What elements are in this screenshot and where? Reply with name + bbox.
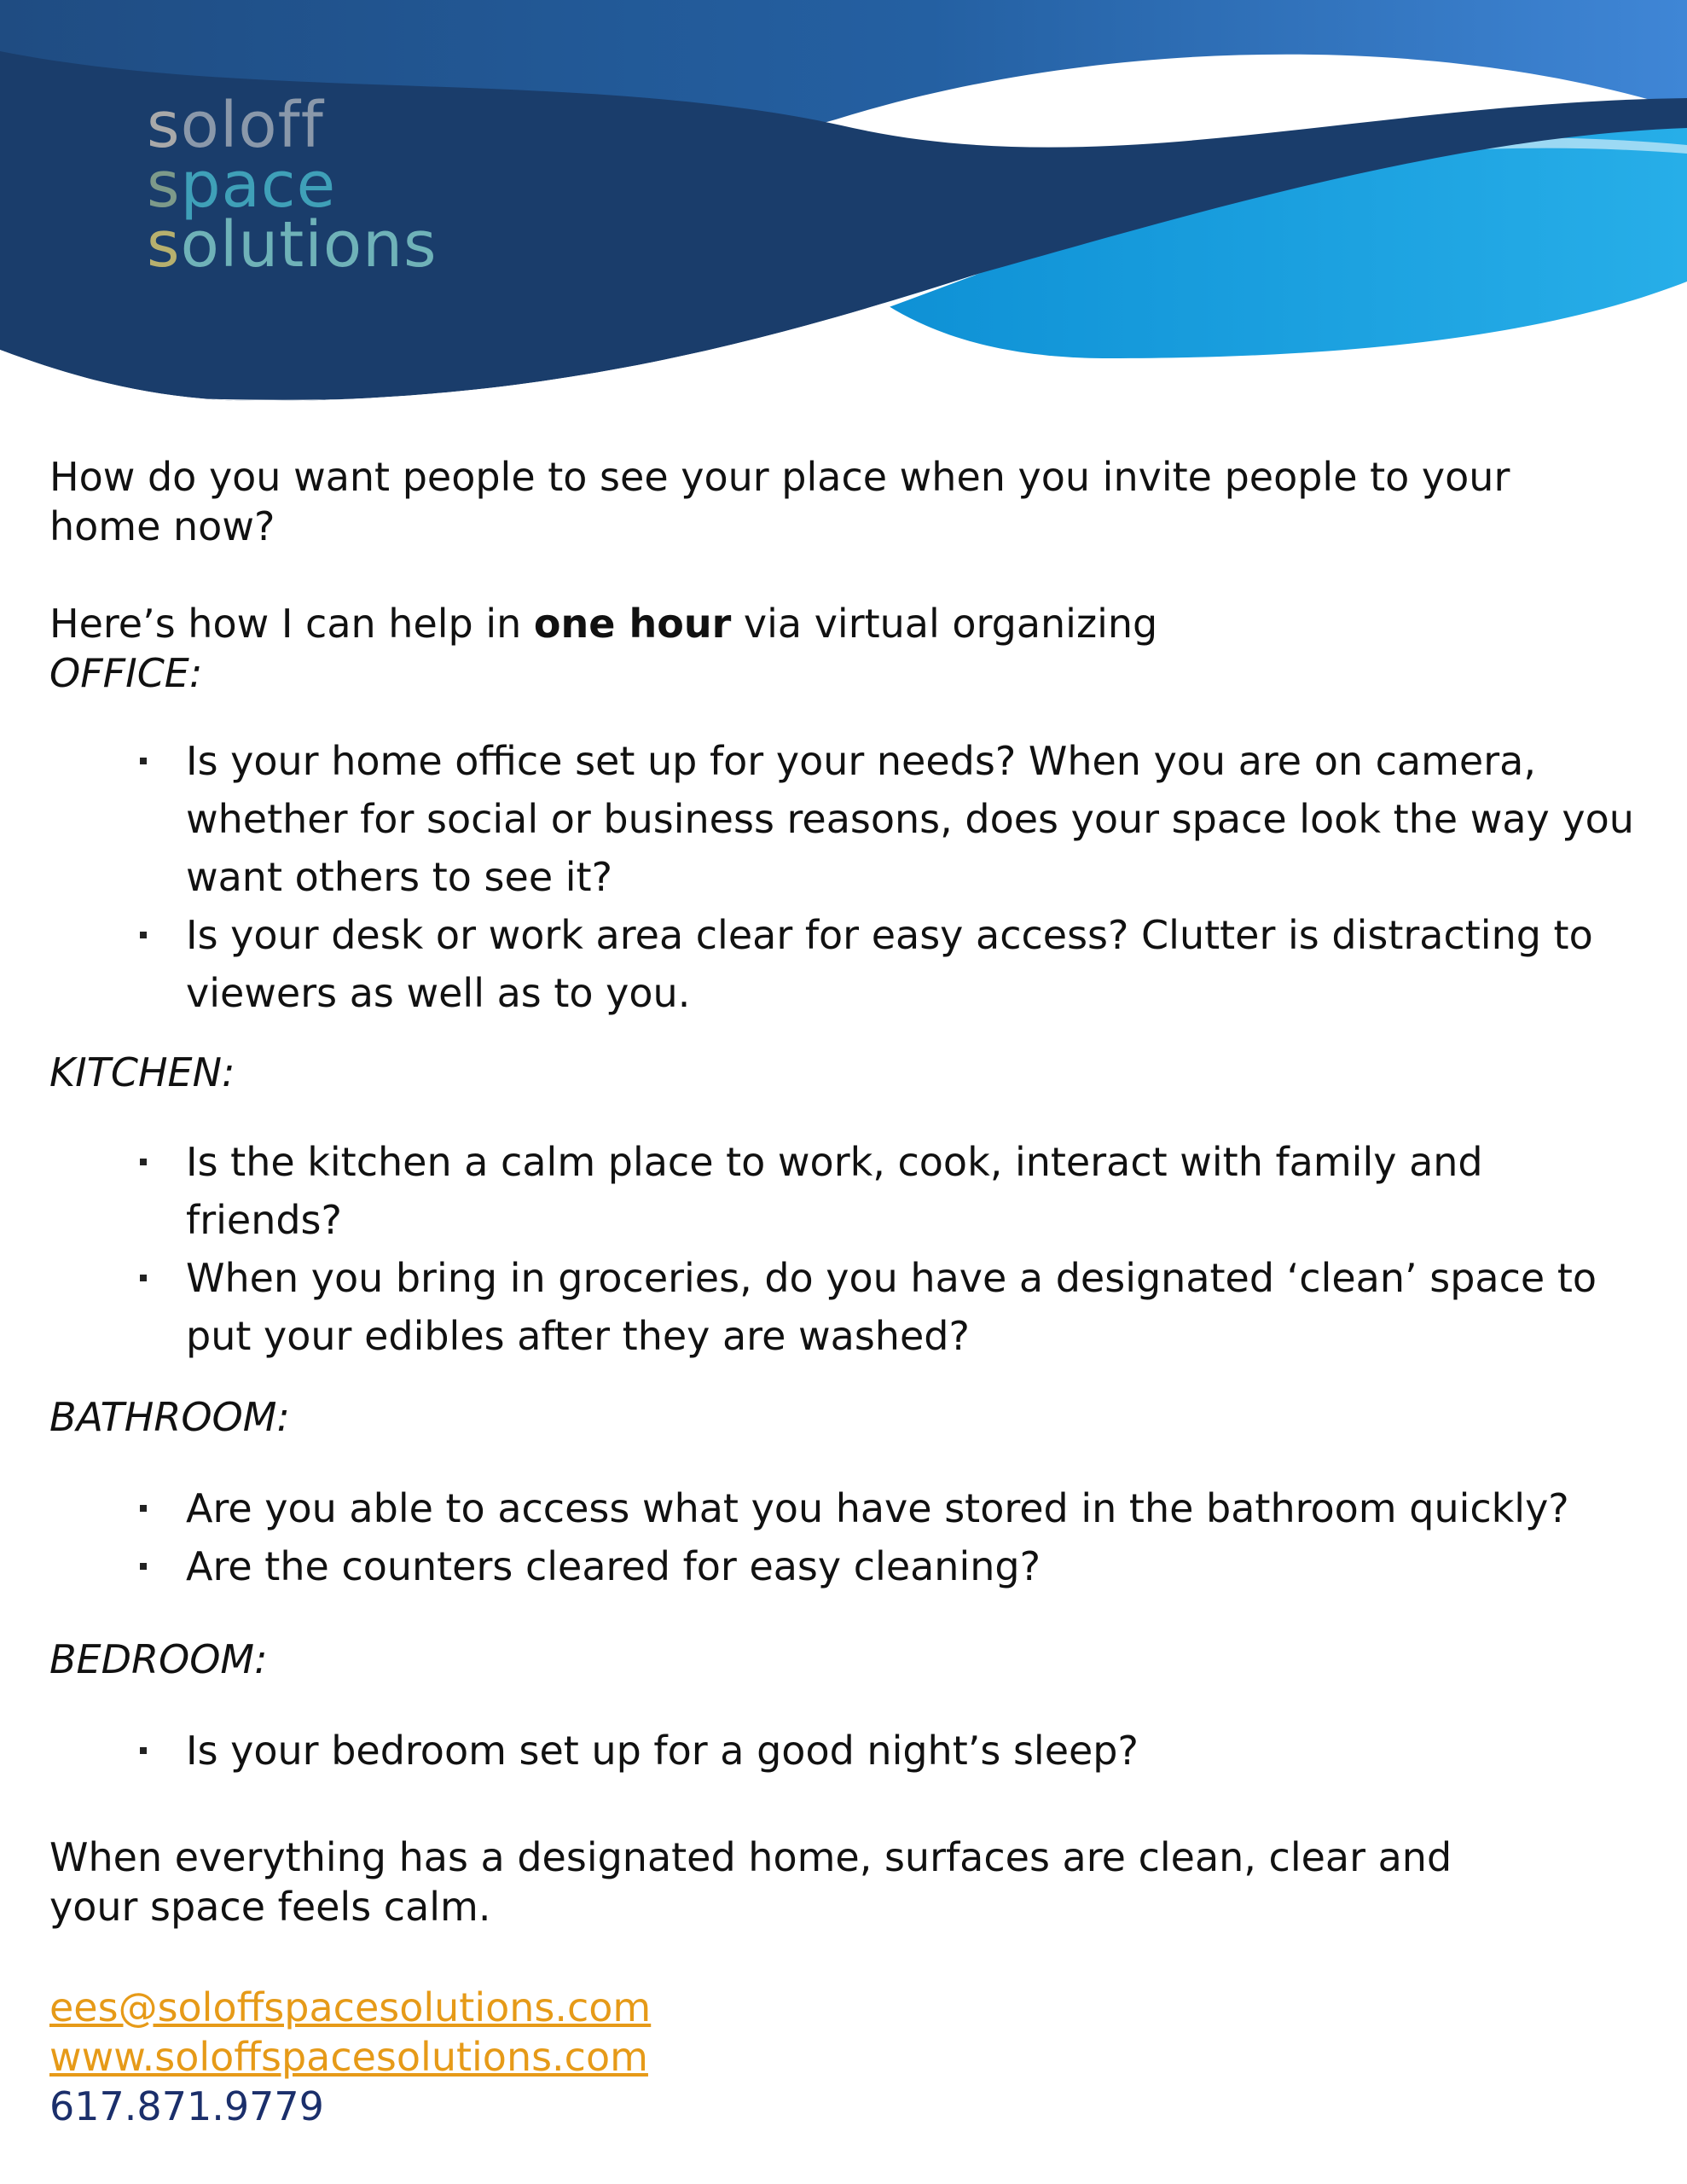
section-heading-bathroom: BATHROOM:: [49, 1394, 290, 1440]
list-item: [49, 1479, 1636, 1537]
bathroom-list: [49, 1479, 1636, 1595]
logo-line-soloff: soloff: [147, 89, 324, 162]
list-item-text: Is your bedroom set up for a good night’s sleep?: [186, 1728, 1139, 1774]
list-item-text: When you bring in groceries, do you have a designated ‘clean’ space to put your edibles after they are washed?: [186, 1255, 1597, 1359]
website-link[interactable]: www.soloffspacesolutions.com: [49, 2034, 648, 2080]
section-heading-kitchen: KITCHEN:: [49, 1049, 235, 1095]
intro-question: How do you want people to see your place when you invite people to your home now?: [49, 454, 1510, 549]
list-item-text: Are you able to access what you have stored in the bathroom quickly?: [186, 1485, 1569, 1531]
help-line-emphasis: one hour: [533, 601, 732, 647]
list-item: [49, 1537, 1636, 1595]
list-item-text: Is your home office set up for your needs? When you are on camera, whether for social or business reasons, does your space look the way you want others to see it?: [186, 738, 1634, 900]
list-item: [49, 1249, 1636, 1365]
help-line: [49, 599, 1636, 648]
section-heading-office: OFFICE:: [49, 650, 203, 696]
bullet-icon: [140, 1505, 147, 1512]
list-item-text: Is your desk or work area clear for easy access? Clutter is distracting to viewers as well as to you.: [186, 912, 1593, 1016]
bullet-icon: [140, 1747, 147, 1754]
logo-line-space: space: [147, 148, 337, 222]
help-line-suffix: via virtual organizing: [731, 601, 1158, 647]
kitchen-list: [49, 1133, 1636, 1365]
bullet-icon: [140, 1275, 147, 1281]
header-banner: [0, 0, 1687, 427]
bullet-icon: [140, 1159, 147, 1165]
contact-block: [49, 1983, 1636, 2131]
company-logo: [147, 89, 438, 282]
list-item-text: Is the kitchen a calm place to work, cook, interact with family and friends?: [186, 1139, 1483, 1243]
document-body: [49, 452, 1636, 2131]
bedroom-list: [49, 1722, 1636, 1780]
list-item-text: Are the counters cleared for easy cleaning?: [186, 1543, 1041, 1589]
closing-statement: When everything has a designated home, surfaces are clean, clear and your space feels calm.: [49, 1834, 1452, 1930]
list-item: [49, 732, 1636, 906]
list-item: [49, 1133, 1636, 1249]
help-line-prefix: Here’s how I can help in: [49, 601, 534, 647]
office-list: [49, 732, 1636, 1022]
phone-number: 617.871.9779: [49, 2083, 324, 2129]
email-link[interactable]: ees@soloffspacesolutions.com: [49, 1984, 652, 2030]
list-item: [49, 1722, 1636, 1780]
logo-line-solutions: solutions: [147, 208, 438, 282]
bullet-icon: [140, 758, 147, 764]
list-item: [49, 906, 1636, 1022]
section-heading-bedroom: BEDROOM:: [49, 1636, 268, 1682]
bullet-icon: [140, 932, 147, 938]
bullet-icon: [140, 1563, 147, 1570]
